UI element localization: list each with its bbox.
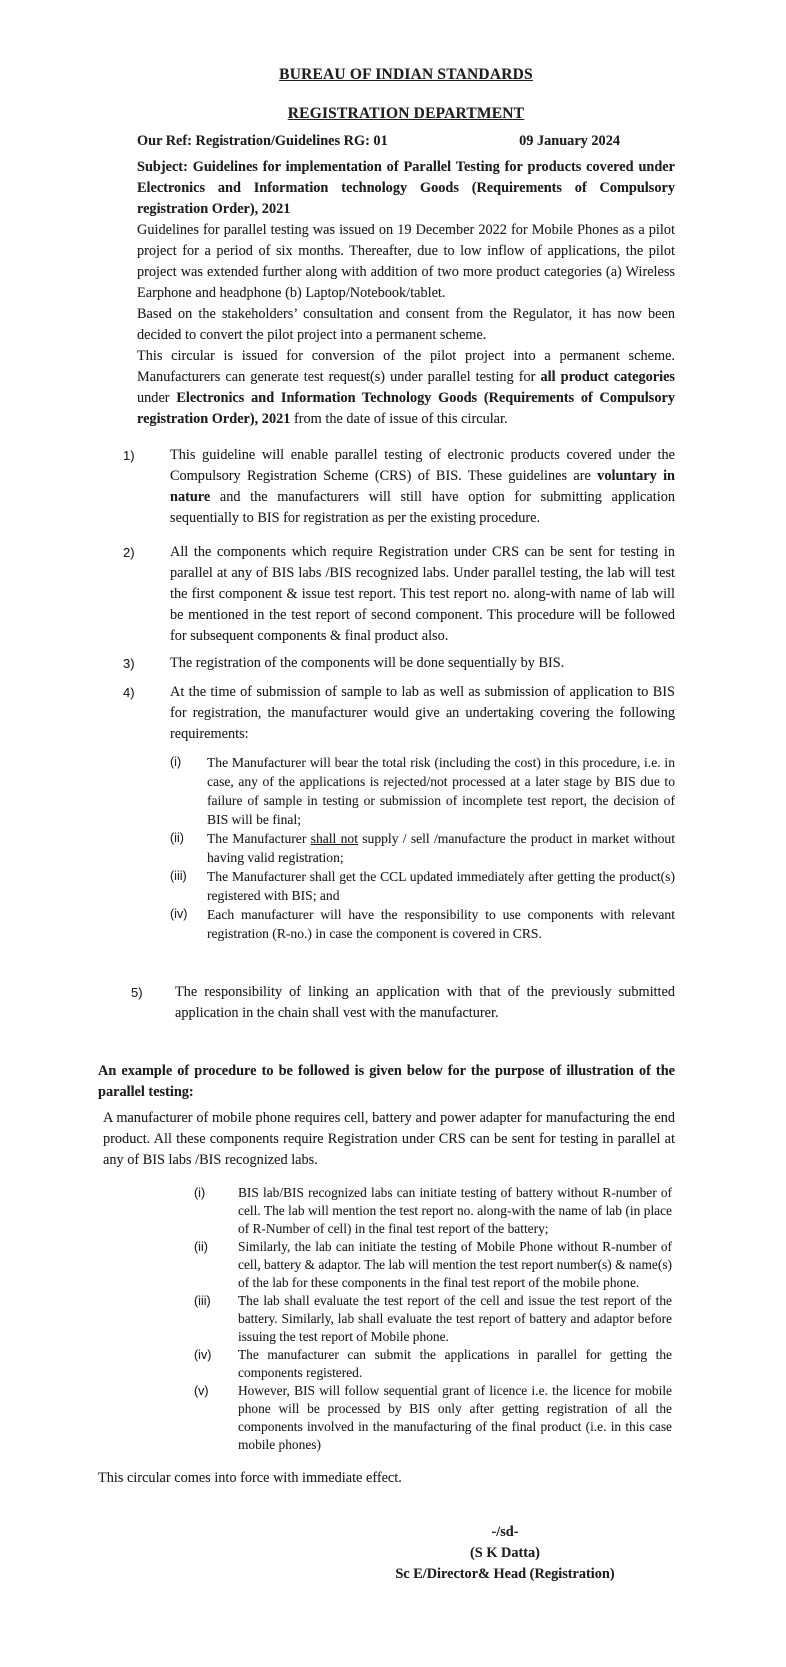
reference-row	[137, 131, 675, 152]
list-marker-4: 4)	[123, 685, 135, 700]
bold-all-product-categories: all product categories	[540, 369, 675, 385]
undertaking-item-ii-text	[207, 829, 675, 867]
list-item-2	[123, 542, 675, 647]
list-marker-1: 1)	[123, 448, 135, 463]
example-item-i	[194, 1184, 672, 1238]
example-item-iii-text: The lab shall evaluate the test report of the cell and issue the test report of the battery. Similarly, lab shall evaluate the test report of battery and adaptor before issuing the test report of Mobile phone.	[238, 1293, 672, 1344]
text-segment: supply / sell /manufacture the product in market without having valid registration;	[207, 831, 676, 865]
undertaking-item-ii	[170, 829, 675, 867]
text-segment: The Manufacturer	[207, 831, 311, 846]
text-segment: from the date of issue of this circular.	[290, 411, 508, 427]
undertaking-marker-iv: (iv)	[170, 907, 188, 921]
undertaking-list	[170, 753, 675, 943]
doc-date: 09 January 2024	[519, 133, 620, 149]
example-item-iii	[194, 1292, 672, 1346]
signature-sd: -/sd-	[491, 1524, 519, 1540]
signature-designation: Sc E/Director& Head (Registration)	[395, 1566, 615, 1582]
doc-subtitle: REGISTRATION DEPARTMENT	[287, 105, 525, 122]
signature-block	[355, 1522, 655, 1585]
list-item-4	[123, 682, 675, 745]
text-segment: and the manufacturers will still have option for submitting application sequentially to BIS for registration as per the existing procedure.	[170, 489, 675, 526]
undertaking-item-iii-text: The Manufacturer shall get the CCL updated immediately after getting the product(s) registered with BIS; and	[207, 869, 675, 903]
undertaking-marker-iii: (iii)	[170, 869, 187, 883]
paragraph-pilot-project: Guidelines for parallel testing was issued on 19 December 2022 for Mobile Phones as a pilot project for a period of six months. Thereafter, due to low inflow of applications, the pilot project was extended further along with addition of two more product categories (a) Wireless Earphone and headphone (b) Laptop/Notebook/tablet.	[137, 222, 675, 301]
bold-voluntary-in-nature: voluntary in nature	[170, 468, 675, 505]
underlined-shall-not: shall not	[310, 831, 358, 846]
list-marker-5: 5)	[131, 985, 143, 1000]
undertaking-marker-ii: (ii)	[170, 831, 184, 845]
undertaking-item-i	[170, 753, 675, 829]
example-marker-ii: (ii)	[194, 1240, 208, 1254]
list-item-2-text: All the components which require Registration under CRS can be sent for testing in parallel at any of BIS labs /BIS recognized labs. Under parallel testing, the lab will test the first component & issue test report. This test report no. along-with name of lab will be mentioned in the test report of second component. This procedure will be followed for subsequent components & final product also.	[170, 544, 675, 644]
list-item-3-text: The registration of the components will be done sequentially by BIS.	[170, 655, 565, 671]
list-item-5	[131, 982, 675, 1024]
example-item-iv	[194, 1346, 672, 1382]
bold-eit-goods-order: Electronics and Information Technology Goods (Requirements of Compulsory registration Order), 2021	[137, 390, 675, 427]
example-item-iv-text: The manufacturer can submit the applications in parallel for getting the components registered.	[238, 1347, 672, 1380]
example-item-v-text: However, BIS will follow sequential grant of licence i.e. the licence for mobile phone will be processed by BIS only after getting registration of all the components involved in the manufacturing of the final product (i.e. in this case mobile phones)	[238, 1383, 672, 1452]
example-heading: An example of procedure to be followed is given below for the purpose of illustration of the parallel testing:	[98, 1063, 675, 1100]
example-item-v	[194, 1382, 672, 1454]
subject-line: Subject: Guidelines for implementation of Parallel Testing for products covered under Electronics and Information technology Goods (Requirements of Compulsory registration Order), 2021	[137, 159, 675, 217]
example-item-ii-text: Similarly, the lab can initiate the testing of Mobile Phone without R-number of cell, battery & adaptor. The lab will mention the test report number(s) & name(s) of the lab for these components in the final test report of the mobile phone.	[238, 1239, 672, 1290]
closing-line: This circular comes into force with immediate effect.	[98, 1470, 402, 1486]
example-list	[194, 1184, 672, 1454]
undertaking-marker-i: (i)	[170, 755, 182, 769]
example-item-i-text: BIS lab/BIS recognized labs can initiate testing of battery without R-number of cell. The lab will mention the test report no. along-with the name of lab (in place of R-Number of cell) in the final test report of the battery;	[238, 1185, 672, 1236]
signature-name: (S K Datta)	[470, 1545, 540, 1561]
our-ref-label: Our Ref: Registration/Guidelines RG: 01	[137, 133, 388, 149]
undertaking-item-iv	[170, 905, 675, 943]
example-marker-i: (i)	[194, 1186, 206, 1200]
undertaking-item-iii	[170, 867, 675, 905]
undertaking-item-iv-text: Each manufacturer will have the responsibility to use components with relevant registration (R-no.) in case the component is covered in CRS.	[207, 907, 675, 941]
list-marker-3: 3)	[123, 656, 135, 671]
list-item-3	[123, 653, 675, 674]
undertaking-item-i-text: The Manufacturer will bear the total risk (including the cost) in this procedure, i.e. in case, any of the applications is rejected/not processed at a later stage by BIS due to failure of sample in testing or submission of incomplete test report, the decision of BIS will be final;	[207, 755, 675, 827]
list-item-1	[123, 445, 675, 529]
text-segment: This guideline will enable parallel testing of electronic products covered under the Compulsory Registration Scheme (CRS) of BIS. These guidelines are	[170, 447, 675, 484]
text-segment: This circular is issued for conversion of the pilot project into a permanent scheme. Manufacturers can generate test request(s) under parallel testing for	[137, 348, 675, 385]
paragraph-scheme-conversion	[137, 346, 675, 430]
list-item-4-text: At the time of submission of sample to lab as well as submission of application to BIS for registration, the manufacturer would give an undertaking covering the following requirements:	[170, 684, 675, 742]
example-intro: A manufacturer of mobile phone requires cell, battery and power adapter for manufacturing the end product. All these components require Registration under CRS can be sent for testing in parallel at any of BIS labs /BIS recognized labs.	[103, 1110, 675, 1168]
doc-title: BUREAU OF INDIAN STANDARDS	[279, 66, 533, 83]
example-item-ii	[194, 1238, 672, 1292]
example-marker-v: (v)	[194, 1384, 209, 1398]
text-segment: under	[137, 390, 177, 406]
example-marker-iii: (iii)	[194, 1294, 211, 1308]
example-marker-iv: (iv)	[194, 1348, 212, 1362]
list-marker-2: 2)	[123, 545, 135, 560]
list-item-1-text	[170, 445, 675, 529]
list-item-5-text: The responsibility of linking an application with that of the previously submitted application in the chain shall vest with the manufacturer.	[175, 984, 675, 1021]
paragraph-stakeholders: Based on the stakeholders’ consultation and consent from the Regulator, it has now been decided to convert the pilot project into a permanent scheme.	[137, 306, 675, 343]
